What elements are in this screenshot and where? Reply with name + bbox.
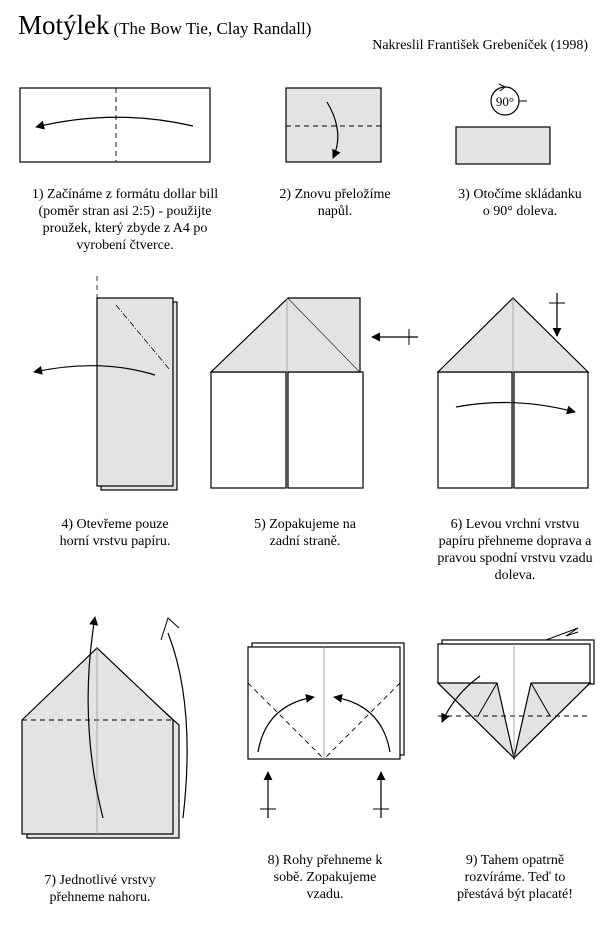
- step7-front-layer: [22, 648, 173, 834]
- caption-line: 9) Tahem opatrně: [465, 853, 565, 868]
- step5-drawing: [211, 298, 418, 488]
- step2-paper: [286, 88, 381, 162]
- step6-left-panel: [438, 372, 512, 488]
- caption-line: 6) Levou vrchní vrstvu: [450, 517, 580, 532]
- step6-drawing: [438, 293, 588, 488]
- caption-line: rozvíráme. Teď to: [464, 870, 566, 885]
- step1-paper: [20, 88, 210, 162]
- step3-paper: [456, 127, 550, 164]
- caption-line: přestává být placaté!: [457, 887, 573, 902]
- caption-line: (poměr stran asi 2:5) - použijte: [38, 204, 212, 219]
- step4-front-layer: [97, 298, 173, 486]
- step7-drawing: [22, 617, 187, 838]
- step-5-caption: [210, 516, 400, 550]
- caption-line: papíru přehneme doprava a: [438, 534, 592, 549]
- caption-line: přehneme nahoru.: [49, 890, 151, 905]
- caption-line: vyrobení čtverce.: [76, 238, 174, 253]
- step6-right-panel: [514, 372, 588, 488]
- caption-line: 1) Začínáme z formátu dollar bill: [31, 187, 219, 202]
- caption-line: 5) Zopakujeme na: [254, 517, 356, 532]
- caption-line: proužek, který zbyde z A4 po: [42, 221, 208, 236]
- step9-back-arrow: [546, 628, 578, 640]
- step-7-caption: [5, 872, 195, 906]
- caption-line: 4) Otevřeme pouze: [61, 517, 169, 532]
- caption-line: pravou spodní vrstvu vzadu: [437, 551, 593, 566]
- step5-left-panel: [211, 372, 286, 488]
- step5-right-panel: [288, 372, 363, 488]
- step-4-caption: [20, 516, 210, 550]
- caption-line: 3) Otočíme skládanku: [458, 187, 582, 202]
- step9-drawing: [438, 628, 594, 758]
- step2-drawing: [286, 88, 381, 162]
- caption-line: napůl.: [317, 204, 353, 219]
- title-main: Motýlek: [18, 10, 110, 40]
- step-9-caption: [420, 852, 609, 903]
- step1-drawing: [20, 88, 210, 162]
- caption-line: 8) Rohy přehneme k: [267, 853, 383, 868]
- step4-drawing: [34, 276, 177, 490]
- caption-line: zadní straně.: [269, 534, 341, 549]
- step-8-caption: [230, 852, 420, 903]
- caption-line: sobě. Zopakujeme: [273, 870, 377, 885]
- step-3-caption: [425, 186, 609, 220]
- step-2-caption: [240, 186, 430, 220]
- caption-line: 7) Jednotlivé vrstvy: [44, 873, 156, 888]
- rotation-label: 90°: [495, 94, 515, 109]
- caption-line: doleva.: [494, 568, 536, 583]
- step8-drawing: [248, 643, 404, 818]
- caption-line: 2) Znovu přeložíme: [279, 187, 391, 202]
- step-6-caption: [420, 516, 609, 584]
- author-credit: Nakreslil František Grebeníček (1998): [372, 38, 588, 53]
- step-1-caption: [20, 186, 230, 254]
- caption-line: horní vrstvu papíru.: [59, 534, 171, 549]
- caption-line: o 90° doleva.: [482, 204, 558, 219]
- caption-line: vzadu.: [306, 887, 344, 902]
- title-sub: (The Bow Tie, Clay Randall): [113, 19, 312, 38]
